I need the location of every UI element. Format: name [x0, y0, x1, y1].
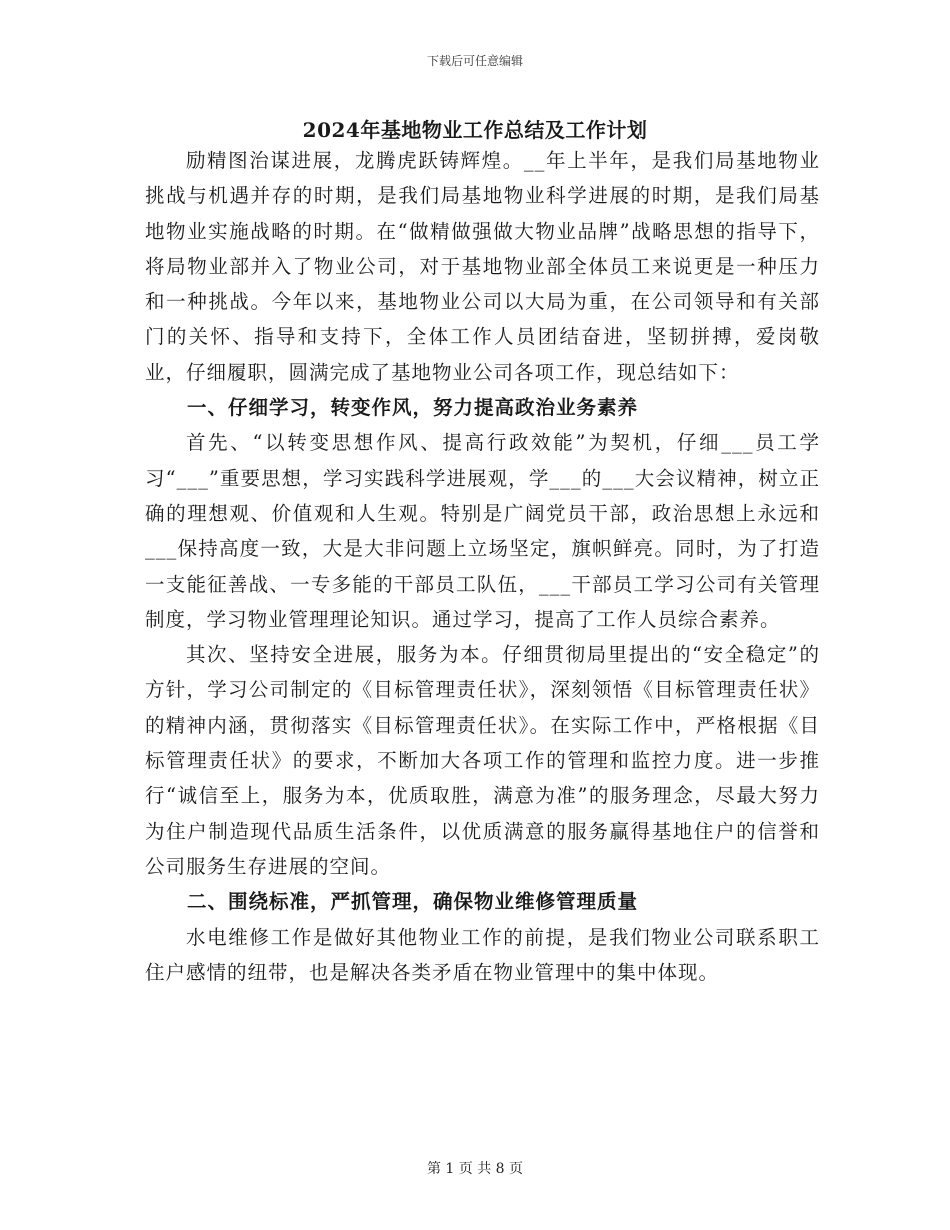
paragraph-maintenance: 水电维修工作是做好其他物业工作的前提，是我们物业公司联系职工住户感情的纽带，也是解决各类矛盾在物业管理中的集中体现。 — [145, 925, 820, 984]
page-number: 第 1 页 共 8 页 — [426, 1161, 524, 1177]
intro-paragraph: 励精图治谋进展，龙腾虎跃铸辉煌。__年上半年，是我们局基地物业挑战与机遇并存的时期，是我们局基地物业科学进展的时期，是我们局基地物业实施战略的时期。在“做精做强做大物业品牌”战略思想的指导下，将局物业部并入了物业公司，对于基地物业部全体员工来说更是一种压力和一种挑战。今年以来，基地物业公司以大局为重，在公司领导和有关部门的关怀、指导和支持下，全体工作人员团结奋进，坚韧拼搏，爱岗敬业，仔细履职，圆满完成了基地物业公司各项工作，现总结如下： — [145, 149, 820, 384]
paragraph-second: 其次、坚持安全进展，服务为本。仔细贯彻局里提出的“安全稳定”的方针，学习公司制定的《目标管理责任状》，深刻领悟《目标管理责任状》的精神内涵，贯彻落实《目标管理责任状》。在实际工作中，严格根据《目标管理责任状》的要求，不断加大各项工作的管理和监控力度。进一步推行“诚信至上，服务为本，优质取胜，满意为准”的服务理念，尽最大努力为住户制造现代品质生活条件，以优质满意的服务赢得基地住户的信誉和公司服务生存进展的空间。 — [145, 643, 820, 878]
document-body — [145, 143, 820, 990]
paragraph-first: 首先、“以转变思想作风、提高行政效能”为契机，仔细___员工学习“___”重要思想，学习实践科学进展观，学___的___大会议精神，树立正确的理想观、价值观和人生观。特别是广阔党员干部，政治思想上永远和___保持高度一致，大是大非问题上立场坚定，旗帜鲜亮。同时，为了打造一支能征善战、一专多能的干部员工队伍，___干部员工学习公司有关管理制度，学习物业管理理论知识。通过学习，提高了工作人员综合素养。 — [145, 431, 820, 631]
section-heading-1: 一、仔细学习，转变作风，努力提高政治业务素养 — [187, 396, 639, 420]
document-title: 2024年基地物业工作总结及工作计划 — [302, 118, 648, 142]
section-heading-2: 二、围绕标准，严抓管理，确保物业维修管理质量 — [187, 890, 639, 914]
header-note: 下载后可任意编辑 — [426, 54, 523, 68]
